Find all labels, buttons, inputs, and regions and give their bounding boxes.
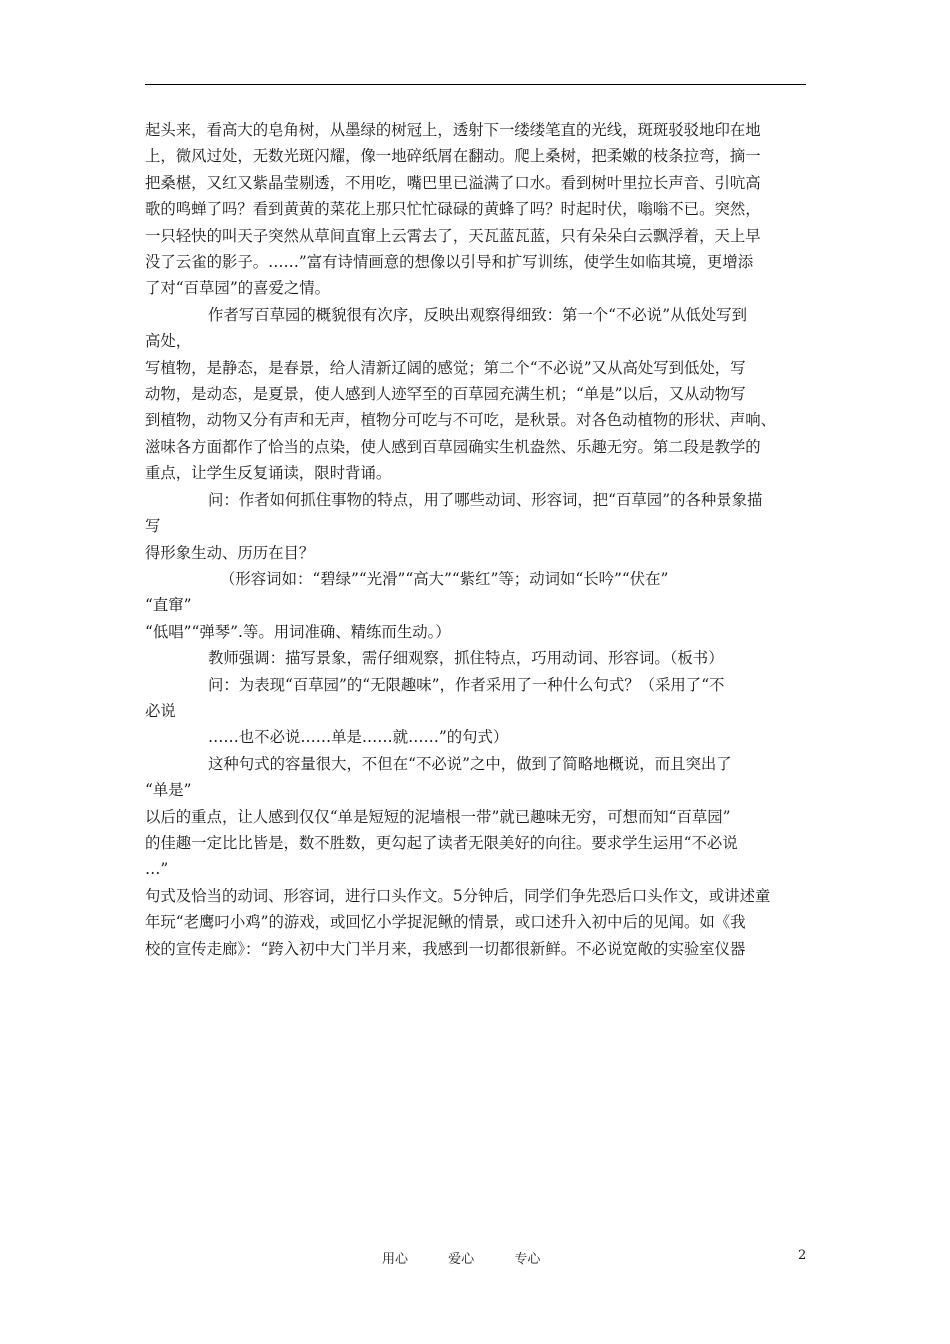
- text-line: （形容词如：“碧绿”“光滑”“高大”“紫红”等；动词如“长吟”“伏在”: [220, 569, 669, 588]
- header-rule: [145, 84, 806, 85]
- text-line: 没了云雀的影子。……”富有诗情画意的想像以引导和扩写训练，使学生如临其境，更增添: [145, 253, 754, 272]
- text-line: 到植物，动物又分有声和无声，植物分可吃与不可吃，是秋景。对各色动植物的形状、声响、: [145, 411, 777, 430]
- footer-mottos: [382, 1248, 576, 1267]
- text-line: 滋味各方面都作了恰当的点染，使人感到百草园确实生机盎然、乐趣无穷。第二段是教学的: [145, 437, 761, 456]
- text-line: 问：作者如何抓住事物的特点，用了哪些动词、形容词，把“百草园”的各种景象描: [208, 490, 763, 509]
- page-number: 2: [798, 1248, 807, 1263]
- text-line: 以后的重点，让人感到仅仅“单是短短的泥墙根一带”就已趣味无穷，可想而知“百草园”: [145, 807, 731, 826]
- text-line: …”: [145, 860, 169, 879]
- footer-motto-3: 专心: [514, 1252, 541, 1267]
- text-line: 的佳趣一定比比皆是，数不胜数，更勾起了读者无限美好的向往。要求学生运用“不必说: [145, 833, 738, 852]
- text-line: 句式及恰当的动词、形容词，进行口头作文。5分钟后，同学们争先恐后口头作文，或讲述童: [145, 886, 771, 905]
- text-line: 重点，让学生反复诵读，限时背诵。: [145, 464, 392, 483]
- text-line: 一只轻快的叫天子突然从草间直窜上云霄去了，天瓦蓝瓦蓝，只有朵朵白云飘浮着，天上早: [145, 226, 761, 245]
- footer-motto-1: 用心: [382, 1252, 409, 1267]
- text-line: 歌的鸣蝉了吗？看到黄黄的菜花上那只忙忙碌碌的黄蜂了吗？时起时伏，嗡嗡不已。突然，: [145, 200, 761, 219]
- text-line: “单是”: [145, 781, 192, 800]
- text-line: “低唱”“弹琴”.等。用词准确、精练而生动。）: [145, 622, 451, 641]
- text-line: ……也不必说……单是……就……”的句式）: [208, 728, 509, 747]
- text-line: 起头来，看高大的皂角树，从墨绿的树冠上，透射下一缕缕笔直的光线，斑斑驳驳地印在地: [145, 121, 761, 139]
- text-line: 上，微风过处，无数光斑闪耀，像一地碎纸屑在翻动。爬上桑树，把柔嫩的枝条拉弯，摘一: [145, 147, 761, 166]
- document-body: [145, 117, 813, 962]
- text-line: “直窜”: [145, 596, 192, 615]
- text-line: 高处，: [145, 332, 192, 351]
- text-line: 写: [145, 517, 161, 536]
- text-line: 作者写百草园的概貌很有次序，反映出观察得细致：第一个“不必说”从低处写到: [208, 305, 748, 324]
- text-line: 写植物，是静态，是春景，给人清新辽阔的感觉；第二个“不必说”又从高处写到低处，写: [145, 358, 746, 377]
- text-line: 了对“百草园”的喜爱之情。: [145, 279, 331, 298]
- text-line: 年玩“老鹰叼小鸡”的游戏，或回忆小学捉泥鳅的情景，或口述升入初中后的见闻。如《我: [145, 913, 746, 932]
- page-footer: [0, 1248, 950, 1268]
- text-line: 这种句式的容量很大，不但在“不必说”之中，做到了简略地概说，而且突出了: [208, 754, 732, 773]
- text-line: 动物，是动态，是夏景，使人感到人迹罕至的百草园充满生机；“单是”以后，又从动物写: [145, 385, 746, 404]
- text-line: 把桑椹，又红又紫晶莹剔透，不用吃，嘴巴里已溢满了口水。看到树叶里拉长声音、引吭高: [145, 173, 761, 192]
- text-line: 校的宣传走廊》：“跨入初中大门半月来，我感到一切都很新鲜。不必说宽敞的实验室仪器: [145, 939, 746, 958]
- footer-motto-2: 爱心: [448, 1252, 475, 1267]
- text-line: 得形象生动、历历在目？: [145, 543, 315, 562]
- text-line: 必说: [145, 701, 176, 720]
- text-line: 问：为表现“百草园”的“无限趣味”，作者采用了一种什么句式？（采用了“不: [208, 675, 725, 694]
- text-line: 教师强调：描写景象，需仔细观察，抓住特点，巧用动词、形容词。（板书）: [208, 649, 724, 668]
